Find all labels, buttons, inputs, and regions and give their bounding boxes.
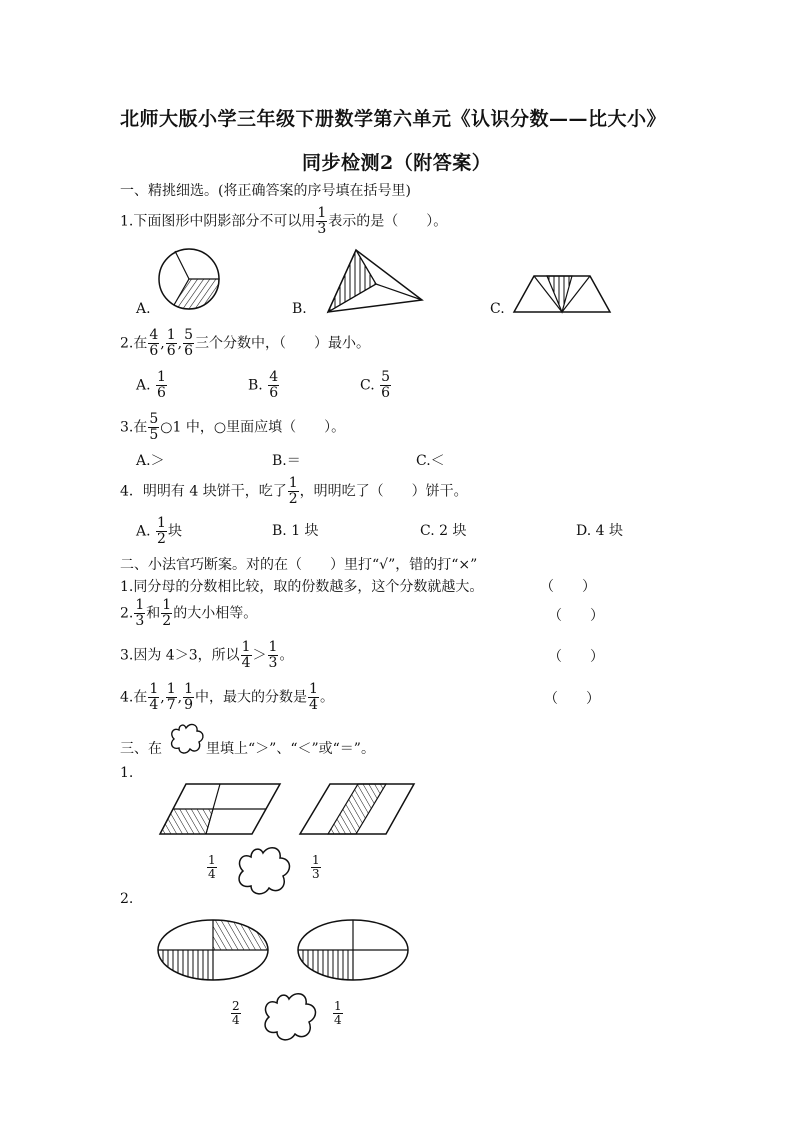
option-a-label: A. [136,301,151,317]
page-title: 北师大版小学三年级下册数学第六单元《认识分数——比大小》 [120,108,667,130]
q2-option-b: B. $\frac{4}{6}$ [248,369,279,401]
compare-q2-label: 2. [120,891,134,907]
compare-q1-right-fraction: $\frac{1}{3}$ [312,853,320,881]
figure-trapezoid-option-c [512,274,612,314]
question-1-2: 2.在 $\frac{4}{6}$ , $\frac{1}{6}$ , $\frac{5}{6}$ 三个分数中，（ ）最小。 [120,327,371,359]
question-1-4: 4．明明有 4 块饼干，吃了 $\frac{1}{2}$ ，明明吃了（ ）饼干。 [120,475,468,507]
compare-q2-right-fraction: $\frac{1}{4}$ [334,999,342,1027]
option-c-label: C. [490,301,505,317]
fraction: $\frac{4}{6}$ [149,327,159,359]
compare-q1-label: 1. [120,765,134,781]
q4-option-a: A. $\frac{1}{2}$ 块 [136,515,182,547]
q3-option-b: B.＝ [272,453,301,469]
tf-question-3: 3.因为 4＞3，所以 $\frac{1}{4}$ ＞ $\frac{1}{3}$ 。 [120,639,294,671]
ellipse-quarters-two-shaded [156,918,270,982]
q-text: 1.下面图形中阴影部分不可以用 [120,213,316,230]
fraction: $\frac{5}{5}$ [149,411,159,443]
q-text: 2.在 [120,335,148,352]
tf-answer-paren-3: （ ） [548,649,604,665]
question-1-3: 3.在 $\frac{5}{5}$ ○1 中，○里面应填（ ）。 [120,411,346,443]
ellipse-quarters-one-shaded [296,918,410,982]
tf-answer-paren-4: （ ） [544,691,600,707]
tf-question-1: 1.同分母的分数相比较，取的份数越多，这个分数就越大。 [120,579,484,595]
q3-option-c: C.＜ [416,453,445,469]
q4-option-d: D. 4 块 [576,523,623,539]
fraction: $\frac{5}{6}$ [184,327,194,359]
figure-circle-option-a [158,248,222,312]
tf-question-4: 4.在 $\frac{1}{4}$ , $\frac{1}{7}$ , $\frac{1}{9}$ 中，最大的分数是 $\frac{1}{4}$ 。 [120,681,334,713]
fraction: $\frac{1}{6}$ [166,327,176,359]
q4-option-b: B. 1 块 [272,523,319,539]
flower-blank-icon[interactable] [260,990,318,1042]
compare-q2-left-fraction: $\frac{2}{4}$ [232,999,240,1027]
fraction: $\frac{1}{2}$ [288,475,298,507]
tf-answer-paren-1: （ ） [540,579,596,595]
q-text: 表示的是（ ）。 [328,213,448,230]
fraction: $\frac{1}{3}$ [317,205,327,237]
page-subtitle: 同步检测2（附答案） [302,152,492,174]
compare-q1-left-fraction: $\frac{1}{4}$ [208,853,216,881]
question-1-1 [120,206,447,237]
tf-answer-paren-2: （ ） [548,608,604,624]
q3-option-a: A.＞ [136,453,165,469]
parallelogram-quarters [158,782,283,836]
flower-blank-icon [168,722,204,754]
flower-blank-icon[interactable] [234,844,292,896]
tf-question-2: 2. $\frac{1}{3}$ 和 $\frac{1}{2}$ 的大小相等。 [120,597,258,629]
section-2-heading: 二、小法官巧断案。对的在（ ）里打“√”，错的打“×” [120,557,478,573]
q2-option-c: C. $\frac{5}{6}$ [360,369,391,401]
parallelogram-thirds [298,782,416,836]
q-text: 三个分数中，（ ）最小。 [195,335,371,352]
section-3-heading-suffix: 里填上“＞”、“＜”或“＝”。 [206,741,375,757]
section-1-heading: 一、精挑细选。(将正确答案的序号填在括号里) [120,183,411,199]
section-3-heading-prefix: 三、在 [120,741,162,757]
q2-option-a: A. $\frac{1}{6}$ [136,369,166,401]
figure-triangle-option-b [308,248,428,314]
option-b-label: B. [292,301,307,317]
q4-option-c: C. 2 块 [420,523,467,539]
